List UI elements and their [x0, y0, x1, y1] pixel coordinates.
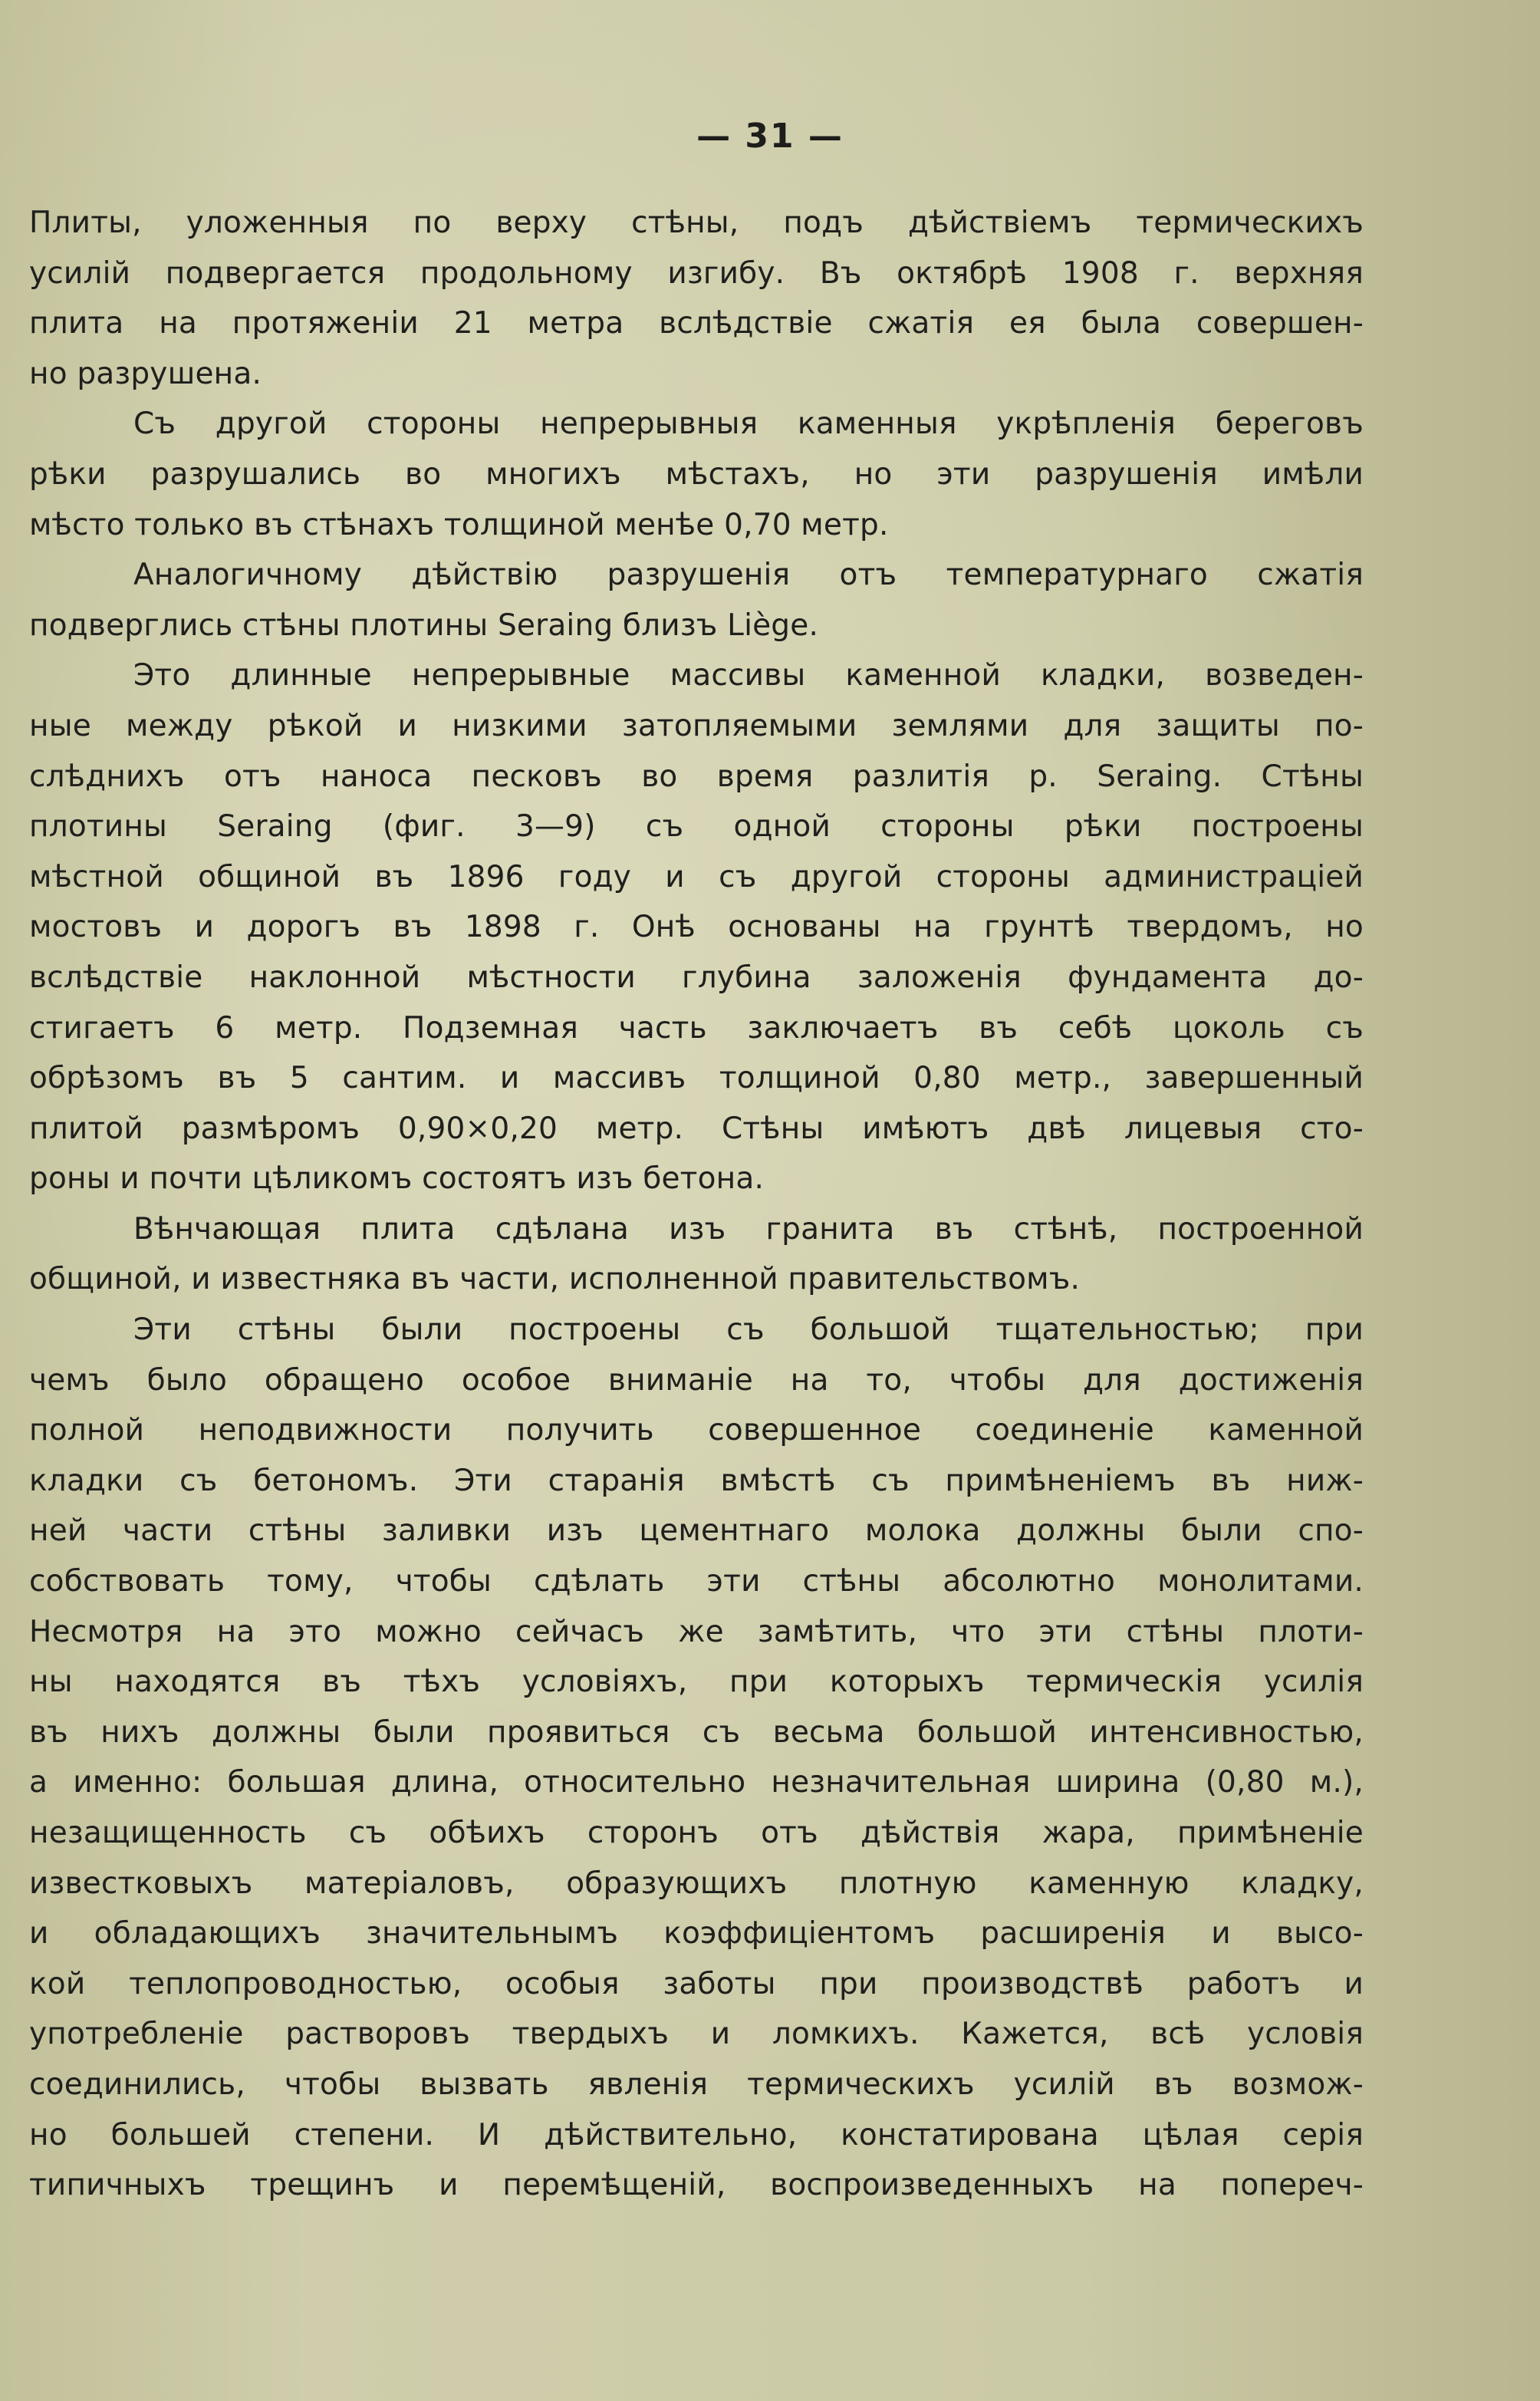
- text-line: въ нихъ должны были проявиться съ весьма большой интенсивностью,: [29, 1714, 1364, 1750]
- text-line: слѣднихъ отъ наноса песковъ во время разлитія р. Seraing. Стѣны: [29, 759, 1364, 794]
- paragraph: [29, 399, 1364, 550]
- text-line: мѣсто только въ стѣнахъ толщиной менѣе 0,70 метр.: [29, 507, 889, 542]
- text-line: соединились, чтобы вызвать явленія термическихъ усилій въ возмож-: [29, 2067, 1364, 2102]
- text-line: общиной, и известняка въ части, исполненной правительствомъ.: [29, 1262, 1081, 1297]
- text-line: Несмотря на это можно сейчасъ же замѣтить, что эти стѣны плоти-: [29, 1614, 1364, 1649]
- text-line: усилій подвергается продольному изгибу. Въ октябрѣ 1908 г. верхняя: [29, 255, 1364, 291]
- text-line: а именно: большая длина, относительно незначительная ширина (0,80 м.),: [29, 1765, 1364, 1800]
- text-line: обрѣзомъ въ 5 сантим. и массивъ толщиной 0,80 метр., завершенный: [29, 1061, 1364, 1096]
- text-line: плита на протяженіи 21 метра вслѣдствіе сжатія ея была совершен-: [29, 306, 1364, 341]
- text-line: вслѣдствіе наклонной мѣстности глубина заложенія фундамента до-: [29, 960, 1364, 995]
- text-line: мостовъ и дорогъ въ 1898 г. Онѣ основаны на грунтѣ твердомъ, но: [29, 910, 1364, 945]
- paragraph: [29, 550, 1364, 650]
- text-line: употребленіе растворовъ твердыхъ и ломкихъ. Кажется, всѣ условія: [29, 2017, 1364, 2052]
- text-line: Это длинные непрерывные массивы каменной кладки, возведен-: [133, 658, 1364, 693]
- text-line: роны и почти цѣликомъ состоятъ изъ бетона.: [29, 1161, 765, 1197]
- text-line: рѣки разрушались во многихъ мѣстахъ, но эти разрушенія имѣли: [29, 456, 1364, 492]
- text-line: известковыхъ матеріаловъ, образующихъ плотную каменную кладку,: [29, 1866, 1364, 1901]
- text-line: ны находятся въ тѣхъ условіяхъ, при которыхъ термическія усилія: [29, 1665, 1364, 1700]
- body-text: [29, 198, 1364, 2211]
- text-line: стигаетъ 6 метр. Подземная часть заключаетъ въ себѣ цоколь съ: [29, 1010, 1364, 1046]
- text-line: но большей степени. И дѣйствительно, констатирована цѣлая серія: [29, 2117, 1364, 2152]
- text-line: мѣстной общиной въ 1896 году и съ другой стороны администраціей: [29, 859, 1364, 894]
- page-number: — 31 —: [696, 117, 844, 156]
- text-line: но разрушена.: [29, 356, 262, 391]
- text-line: незащищенность съ обѣихъ сторонъ отъ дѣйствія жара, примѣненіе: [29, 1816, 1364, 1850]
- text-line: типичныхъ трещинъ и перемѣщеній, воспроизведенныхъ на попереч-: [29, 2168, 1364, 2203]
- text-line: подверглись стѣны плотины Seraing близъ Liège.: [29, 608, 819, 643]
- text-line: кладки съ бетономъ. Эти старанія вмѣстѣ съ примѣненіемъ въ ниж-: [29, 1463, 1364, 1498]
- text-line: Съ другой стороны непрерывныя каменныя укрѣпленія береговъ: [133, 407, 1364, 442]
- text-line: и обладающихъ значительнымъ коэффиціентомъ расширенія и высо-: [29, 1916, 1364, 1951]
- text-line: собствовать тому, чтобы сдѣлать эти стѣны абсолютно монолитами.: [29, 1564, 1364, 1599]
- paragraph: [29, 1204, 1364, 1305]
- text-line: чемъ было обращено особое вниманіе на то, чтобы для достиженія: [29, 1362, 1364, 1398]
- text-line: Вѣнчающая плита сдѣлана изъ гранита въ стѣнѣ, построенной: [133, 1211, 1364, 1247]
- text-line: полной неподвижности получить совершенное соединеніе каменной: [29, 1413, 1364, 1448]
- paragraph: [29, 1305, 1364, 2211]
- text-line: плотины Seraing (фиг. 3—9) съ одной стороны рѣки построены: [29, 809, 1364, 845]
- text-line: Эти стѣны были построены съ большой тщательностью; при: [133, 1312, 1364, 1348]
- text-line: кой теплопроводностью, особыя заботы при производствѣ работъ и: [29, 1966, 1364, 2001]
- text-line: ные между рѣкой и низкими затопляемыми землями для защиты по-: [29, 708, 1364, 743]
- text-line: плитой размѣромъ 0,90×0,20 метр. Стѣны имѣютъ двѣ лицевыя сто-: [29, 1111, 1364, 1146]
- text-line: ней части стѣны заливки изъ цементнаго молока должны были спо-: [29, 1513, 1364, 1549]
- text-line: Аналогичному дѣйствію разрушенія отъ температурнаго сжатія: [133, 558, 1364, 593]
- paragraph: [29, 198, 1364, 399]
- text-line: Плиты, уложенныя по верху стѣны, подъ дѣйствіемъ термическихъ: [29, 206, 1364, 240]
- paragraph: [29, 650, 1364, 1204]
